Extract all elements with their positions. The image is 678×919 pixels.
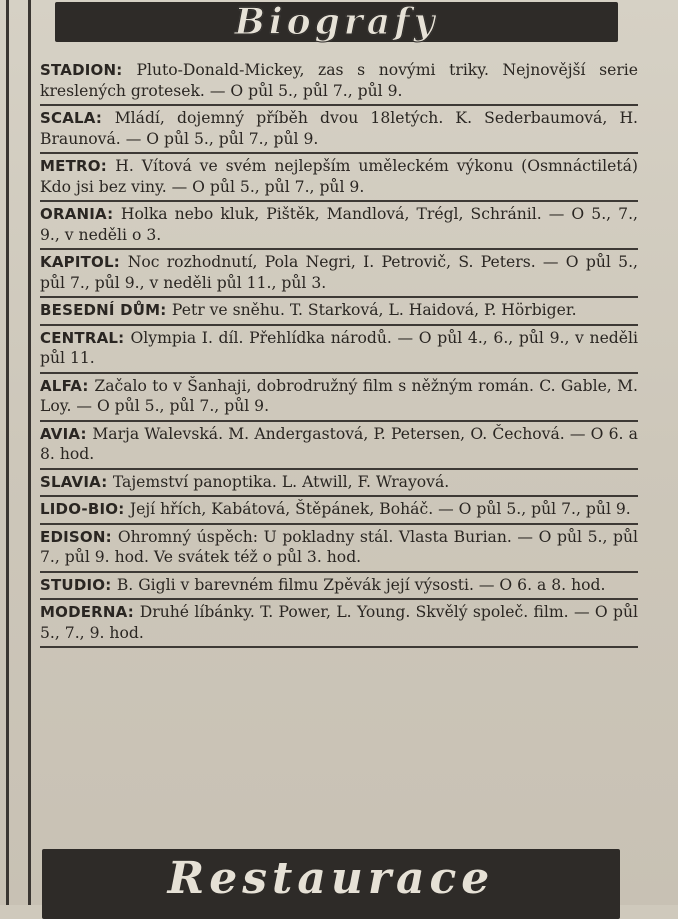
listing-text: Noc rozhodnutí, Pola Negri, I. Petrovič, S. Peters. — O půl 5., půl 7., půl 9., v neděli půl 11., půl 3. [40, 253, 638, 292]
cinema-listings [40, 58, 638, 648]
section-title: Biografy [234, 1, 439, 43]
listing-item [40, 374, 638, 422]
listing-text: Její hřích, Kabátová, Štěpánek, Boháč. — O půl 5., půl 7., půl 9. [129, 500, 631, 518]
listing-item [40, 326, 638, 374]
listing-text: Olympia I. díl. Přehlídka národů. — O půl 4., 6., půl 9., v neděli půl 11. [40, 328, 638, 367]
listing-text: Marja Walevská. M. Andergastová, P. Petersen, O. Čechová. — O 6. a 8. hod. [40, 424, 638, 463]
listing-text: H. Vítová ve svém nejlepším uměleckém výkonu (Osmnáctiletá) Kdo jsi bez viny. — O půl 5., půl 7., půl 9. [40, 157, 638, 196]
cinema-name: KAPITOL: [40, 253, 128, 271]
cinema-name: METRO: [40, 157, 116, 175]
cinema-name: ORANIA: [40, 205, 121, 223]
listing-item [40, 202, 638, 250]
listing-text: B. Gigli v barevném filmu Zpěvák její výsosti. — O 6. a 8. hod. [116, 575, 606, 594]
listing-text: Tajemství panoptika. L. Atwill, F. Wrayová. [112, 472, 450, 491]
cinema-name: LIDO-BIO: [40, 500, 130, 518]
cinema-name: AVIA: [40, 424, 93, 443]
listing-text: Mládí, dojemný příběh dvou 18letých. K. Sederbaumová, H. Braunová. — O půl 5., půl 7., půl 9. [40, 109, 638, 148]
cinema-name: ALFA: [40, 376, 95, 395]
cinema-name: EDISON: [40, 527, 118, 546]
cinema-name: STADION: [40, 61, 137, 79]
listing-item [40, 298, 638, 326]
cinema-name: MODERNA: [40, 603, 140, 621]
cinema-name: SCALA: [40, 109, 115, 127]
listing-text: Holka nebo kluk, Pištěk, Mandlová, Trégl, Schránil. — O 5., 7., 9., v neděli o 3. [40, 205, 638, 244]
next-section-banner [42, 849, 620, 919]
listing-item [40, 250, 638, 298]
cinema-name: SLAVIA: [40, 472, 113, 491]
listing-text: Ohromný úspěch: U pokladny stál. Vlasta Burian. — O půl 5., půl 7., půl 9. hod. Ve svátek též o půl 3. hod. [40, 527, 638, 566]
section-header-banner [55, 2, 618, 42]
listing-item [40, 497, 638, 525]
listing-item [40, 58, 638, 106]
listing-text: Začalo to v Šanhaji, dobrodružný film s něžným román. C. Gable, M. Loy. — O půl 5., půl 7., půl 9. [40, 376, 638, 415]
listing-text: Petr ve sněhu. T. Starková, L. Haidová, P. Hörbiger. [171, 301, 577, 319]
listing-item [40, 422, 638, 470]
listing-text: Pluto-Donald-Mickey, zas s novými triky. Nejnovější serie kreslených grotesek. — O půl 5., půl 7., půl 9. [40, 61, 639, 100]
cinema-name: CENTRAL: [40, 328, 131, 347]
listing-item [40, 470, 638, 498]
listing-item [40, 600, 638, 648]
column-rule [6, 0, 9, 905]
listing-item [40, 106, 638, 154]
listing-item [40, 573, 638, 601]
cinema-name: BESEDNÍ DŮM: [40, 301, 172, 319]
cinema-name: STUDIO: [40, 575, 117, 594]
listing-text: Druhé líbánky. T. Power, L. Young. Skvělý společ. film. — O půl 5., 7., 9. hod. [40, 603, 638, 642]
column-rule [28, 0, 31, 905]
listing-item [40, 154, 638, 202]
next-section-title: Restaurace [167, 853, 495, 904]
listing-item [40, 525, 638, 573]
